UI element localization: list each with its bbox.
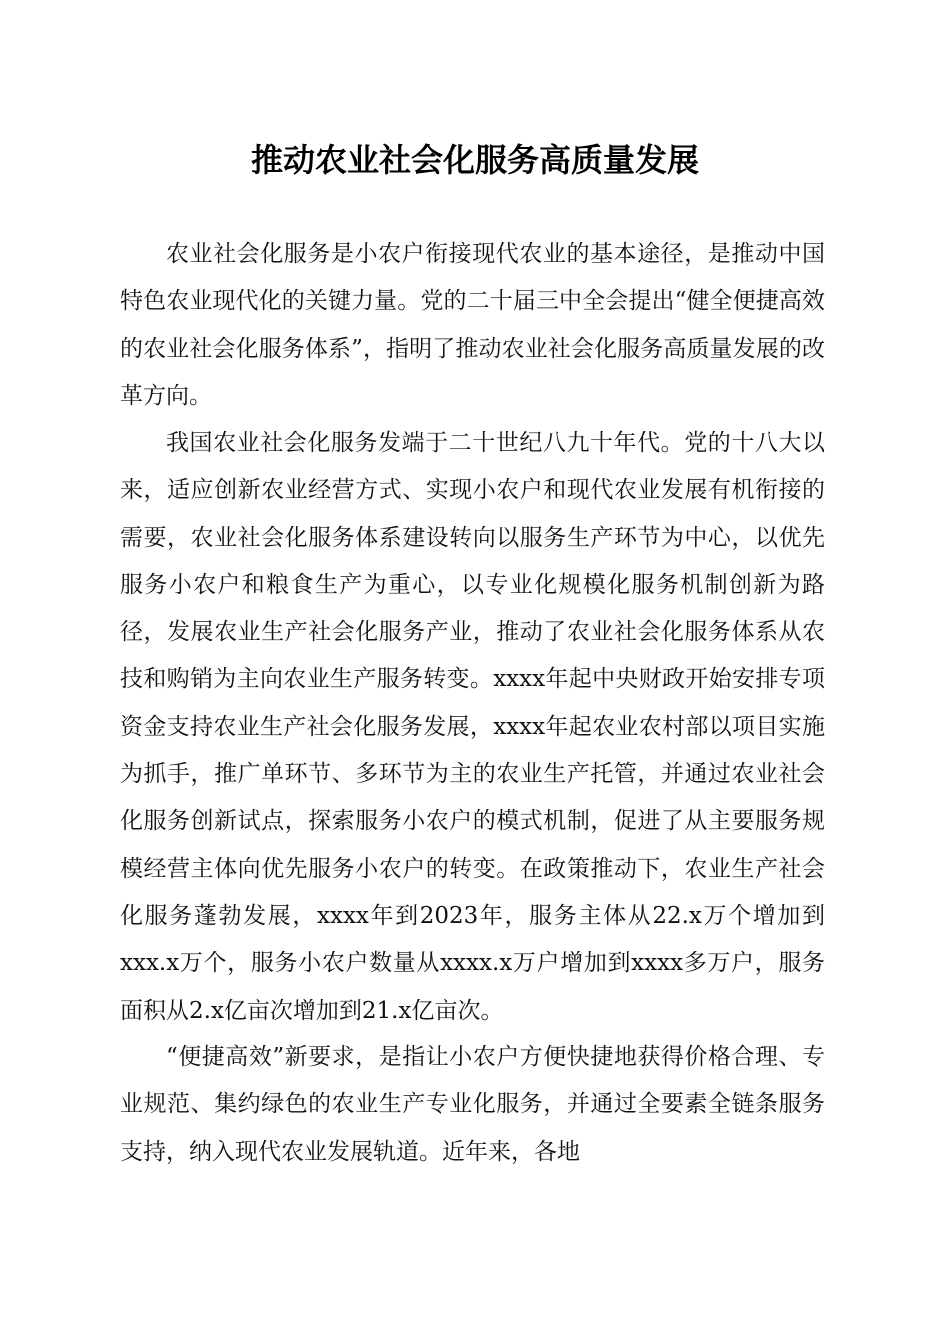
document-title: 推动农业社会化服务高质量发展: [250, 141, 699, 179]
paragraph-history: 我国农业社会化服务发端于二十世纪八九十年代。党的十八大以来，适应创新农业经营方式、实现小农户和现代农业发展有机衔接的需要，农业社会化服务体系建设转向以服务生产环节为中心，以优先服务小农户和粮食生产为重心，以专业化规模化服务机制创新为路径，发展农业生产社会化服务产业，推动了农业社会化服务体系从农技和购销为主向农业生产服务转变。xxxx年起中央财政开始安排专项资金支持农业生产社会化服务发展，xxxx年起农业农村部以项目实施为抓手，推广单环节、多环节为主的农业生产托管，并通过农业社会化服务创新试点，探索服务小农户的模式机制，促进了从主要服务规模经营主体向优先服务小农户的转变。在政策推动下，农业生产社会化服务蓬勃发展，xxxx年到2023年，服务主体从22.x万个增加到xxx.x万个，服务小农户数量从xxxx.x万户增加到xxxx多万户，服务面积从2.x亿亩次增加到21.x亿亩次。: [120, 430, 825, 1024]
paragraph-requirements: “便捷高效”新要求，是指让小农户方便快捷地获得价格合理、专业规范、集约绿色的农业生产专业化服务，并通过全要素全链条服务支持，纳入现代农业发展轨道。近年来，各地: [120, 1044, 825, 1165]
paragraph-intro: 农业社会化服务是小农户衔接现代农业的基本途径，是推动中国特色农业现代化的关键力量。党的二十届三中全会提出“健全便捷高效的农业社会化服务体系”，指明了推动农业社会化服务高质量发展的改革方向。: [120, 241, 825, 409]
